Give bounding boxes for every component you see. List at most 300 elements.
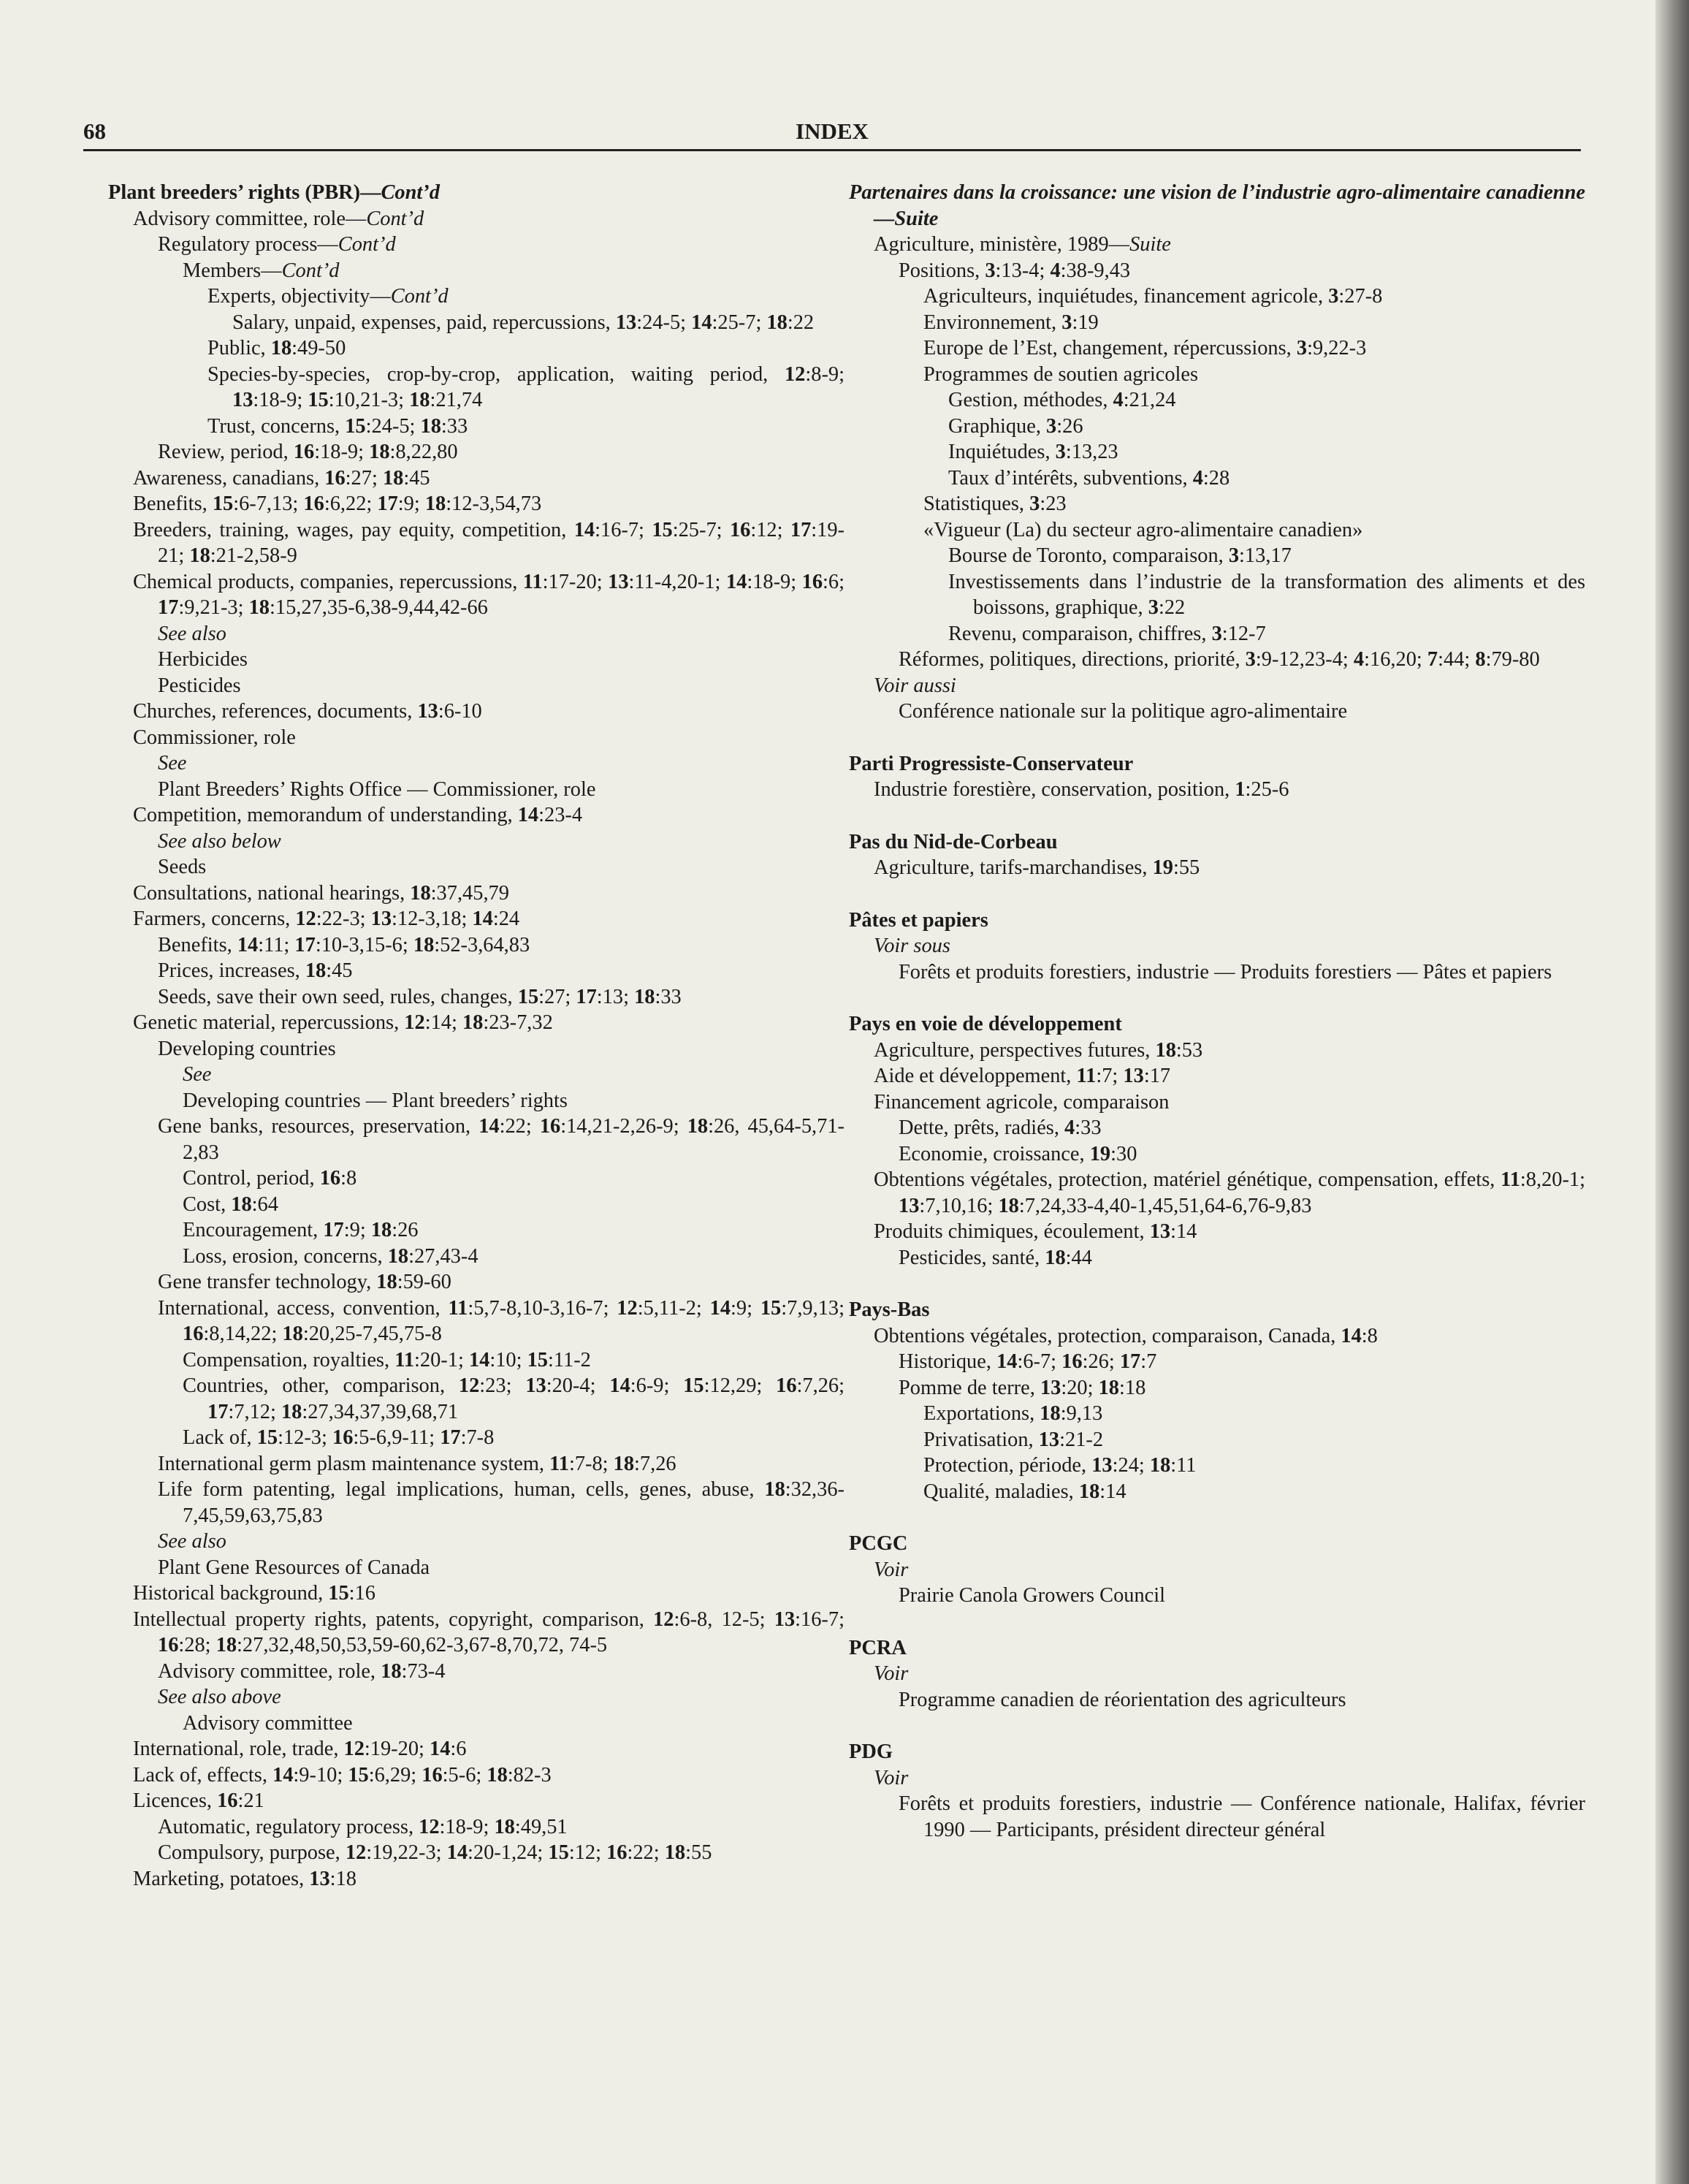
index-heading <box>849 1739 1585 1765</box>
entry-text: 19 <box>1152 856 1173 879</box>
entry-text: :23-4 <box>538 804 583 826</box>
entry-text: Voir <box>874 1558 909 1581</box>
entry-text: 18 <box>764 1478 785 1501</box>
entry-text: Advisory committee, role— <box>133 207 367 230</box>
index-subentry <box>849 933 1585 959</box>
entry-text: :82-3 <box>507 1763 552 1787</box>
index-subentry <box>108 1165 844 1192</box>
entry-text: 14 <box>709 1296 731 1320</box>
entry-text: :7,26; <box>796 1374 844 1397</box>
entry-text: Compulsory, purpose, <box>158 1841 346 1864</box>
index-subentry <box>108 1736 844 1762</box>
running-head: INDEX <box>796 118 869 144</box>
entry-text: 13 <box>1123 1065 1144 1087</box>
index-subentry <box>108 232 844 258</box>
index-subentry <box>108 1451 844 1477</box>
entry-text: :18-9; <box>439 1815 495 1838</box>
entry-text: :26; <box>1082 1350 1120 1373</box>
entry-text: 18 <box>281 1400 302 1423</box>
entry-text: Pâtes et papiers <box>849 908 988 932</box>
index-column-right <box>849 180 1585 1843</box>
entry-text: Advisory committee, role, <box>158 1659 381 1683</box>
entry-text: 18 <box>282 1323 303 1345</box>
entry-text: :9-10; <box>293 1763 348 1787</box>
entry-text: 16 <box>606 1841 628 1864</box>
entry-text: 15 <box>212 492 234 515</box>
index-subentry <box>849 1661 1585 1687</box>
entry-text: :27,34,37,39,68,71 <box>302 1400 459 1423</box>
index-subentry <box>849 647 1585 673</box>
entry-text: 14 <box>996 1350 1018 1373</box>
entry-text: :17 <box>1143 1065 1171 1087</box>
entry-text: Chemical products, companies, repercussions, <box>133 570 523 593</box>
entry-text: 16 <box>332 1426 354 1449</box>
entry-text: Herbicides <box>158 648 248 671</box>
entry-text: 12 <box>404 1011 425 1034</box>
index-subentry <box>849 232 1585 258</box>
entry-text: PCRA <box>849 1636 907 1659</box>
index-subentry <box>108 725 844 751</box>
entry-text: 18 <box>1078 1480 1100 1503</box>
entry-text: :26 <box>1056 414 1083 438</box>
entry-text: 15 <box>548 1841 569 1864</box>
entry-text: Aide et développement, <box>874 1065 1077 1087</box>
entry-text: :24-5; <box>636 311 692 334</box>
index-subentry <box>849 959 1585 986</box>
entry-text: 3 <box>1296 337 1308 359</box>
entry-text: 18 <box>487 1763 508 1787</box>
index-subentry <box>849 1375 1585 1401</box>
index-subentry <box>108 1010 844 1036</box>
entry-text: :13; <box>596 985 635 1008</box>
index-subentry <box>849 1141 1585 1168</box>
entry-text: 16 <box>729 518 751 541</box>
entry-text: :20; <box>1061 1376 1099 1399</box>
entry-text: 4 <box>1050 259 1061 282</box>
entry-text: Exportations, <box>923 1402 1040 1425</box>
index-subentry <box>108 1840 844 1866</box>
entry-text: 17 <box>576 985 597 1008</box>
entry-gap <box>849 985 1585 1011</box>
entry-text: 18 <box>998 1194 1019 1217</box>
entry-text: Species-by-species, crop-by-crop, application, waiting period, <box>207 362 785 386</box>
entry-text: :6-10 <box>438 700 482 723</box>
index-subentry <box>849 1167 1585 1219</box>
entry-text: See also <box>158 1530 226 1553</box>
index-subentry <box>108 906 844 932</box>
index-subentry <box>849 1038 1585 1064</box>
entry-text: Positions, <box>899 259 985 282</box>
entry-text: :22; <box>499 1115 540 1138</box>
entry-text: :64 <box>251 1192 278 1216</box>
entry-text: :9-12,23-4; <box>1255 648 1354 671</box>
entry-text: 16 <box>303 492 324 515</box>
entry-text: :22 <box>787 311 815 334</box>
entry-text: 18 <box>1149 1454 1171 1477</box>
entry-text: 18 <box>370 1219 392 1241</box>
entry-text: Agriculture, tarifs-marchandises, <box>874 856 1153 879</box>
entry-gap <box>849 881 1585 908</box>
index-subentry <box>849 439 1585 465</box>
entry-text: 12 <box>345 1841 367 1864</box>
entry-text: 15 <box>652 518 673 541</box>
entry-text: 18 <box>413 933 435 956</box>
entry-text: 18 <box>766 311 788 334</box>
entry-text: Parti Progressiste-Conservateur <box>849 752 1134 775</box>
entry-text: Environnement, <box>923 311 1062 334</box>
index-subentry <box>849 1479 1585 1505</box>
entry-text: Pomme de terre, <box>899 1376 1040 1399</box>
entry-text: :11; <box>258 933 295 956</box>
entry-text: Partenaires dans la croissance: une vision de l’industrie agro-alimentaire canadienne—Suite <box>849 181 1585 230</box>
entry-text: Produits chimiques, écoulement, <box>874 1220 1150 1243</box>
entry-text: 12 <box>653 1607 674 1631</box>
entry-text: Farmers, concerns, <box>133 908 296 930</box>
entry-text: :53 <box>1175 1038 1203 1062</box>
entry-text: 8 <box>1475 648 1486 671</box>
entry-text: :6-9; <box>630 1374 684 1397</box>
entry-text: Plant Gene Resources of Canada <box>158 1556 430 1579</box>
entry-text: Investissements dans l’industrie de la transformation des aliments et des boissons, graphique, <box>948 570 1585 619</box>
index-subentry <box>849 284 1585 310</box>
entry-text: Historical background, <box>133 1582 329 1605</box>
entry-text: Control, period, <box>183 1167 320 1190</box>
entry-text: 14 <box>430 1738 451 1760</box>
entry-text: 18 <box>1155 1038 1176 1062</box>
entry-text: :73-4 <box>401 1659 446 1683</box>
entry-text: :44 <box>1065 1246 1092 1269</box>
entry-text: :8,20-1; <box>1520 1168 1585 1191</box>
entry-text: 15 <box>345 414 366 438</box>
entry-text: 19 <box>1089 1142 1111 1165</box>
entry-text: Pesticides <box>158 674 241 697</box>
entry-text: 15 <box>527 1348 548 1371</box>
entry-text: Cont’d <box>390 285 449 308</box>
entry-text: :23; <box>479 1374 526 1397</box>
entry-text: :6-7; <box>1017 1350 1062 1373</box>
index-subentry <box>108 1425 844 1451</box>
entry-text: 3 <box>1211 622 1222 645</box>
index-subentry <box>108 1192 844 1218</box>
entry-text: 12 <box>419 1815 440 1838</box>
entry-text: 17 <box>790 518 812 541</box>
index-column-left <box>108 180 844 1892</box>
entry-text: Obtentions végétales, protection, comparaison, Canada, <box>874 1324 1341 1347</box>
index-subentry <box>108 1684 844 1711</box>
entry-text: 11 <box>549 1452 569 1475</box>
entry-text: :16-7; <box>595 518 652 541</box>
entry-text: 11 <box>522 570 543 593</box>
index-subentry <box>108 206 844 232</box>
index-subentry <box>849 465 1585 492</box>
entry-text: :18-9; <box>314 441 370 463</box>
entry-text: 11 <box>1076 1065 1097 1087</box>
entry-text: International, role, trade, <box>133 1738 344 1760</box>
entry-gap <box>849 1504 1585 1531</box>
entry-text: :11-2 <box>547 1348 591 1371</box>
entry-text: Cost, <box>183 1192 232 1216</box>
entry-text: Life form patenting, legal implications, human, cells, genes, abuse, <box>158 1478 765 1501</box>
entry-text: :9,22-3 <box>1307 337 1367 359</box>
entry-text: 13 <box>615 311 637 334</box>
index-heading <box>849 908 1585 934</box>
page-edge-shadow <box>1655 0 1689 2184</box>
entry-text: 4 <box>1192 466 1203 490</box>
entry-text: 14 <box>272 1763 294 1787</box>
entry-text: 3 <box>1029 492 1040 515</box>
entry-text: 17 <box>1119 1350 1141 1373</box>
entry-text: :52-3,64,83 <box>434 933 530 956</box>
entry-text: 13 <box>774 1607 796 1631</box>
index-subentry <box>108 1607 844 1659</box>
entry-text: :27; <box>345 466 383 490</box>
index-subentry <box>108 362 844 414</box>
entry-text: 3 <box>1061 311 1072 334</box>
entry-text: :21-2,58-9 <box>210 544 297 567</box>
entry-text: Gene transfer technology, <box>158 1271 377 1293</box>
index-subentry <box>849 1089 1585 1116</box>
entry-text: :14; <box>424 1011 462 1034</box>
index-heading <box>849 1011 1585 1038</box>
entry-text: 18 <box>382 466 404 490</box>
index-subentry <box>849 258 1585 284</box>
entry-text: Lack of, <box>183 1426 257 1449</box>
entry-text: :5,7-8,10-3,16-7; <box>468 1296 617 1320</box>
index-heading <box>849 180 1585 232</box>
entry-text: Obtentions végétales, protection, matériel génétique, compensation, effets, <box>874 1168 1501 1191</box>
entry-text: Developing countries <box>158 1037 336 1060</box>
index-subentry <box>108 1555 844 1581</box>
entry-text: :9; <box>397 492 425 515</box>
index-heading <box>849 1297 1585 1323</box>
entry-text: Europe de l’Est, changement, répercussions, <box>923 337 1297 359</box>
entry-text: Voir <box>874 1766 909 1789</box>
entry-text: :8 <box>340 1167 357 1190</box>
entry-text: See <box>158 752 187 775</box>
entry-text: :19 <box>1072 311 1099 334</box>
entry-text: :25-7; <box>712 311 767 334</box>
index-heading <box>849 1531 1585 1557</box>
entry-text: :5-6; <box>442 1763 487 1787</box>
index-subentry <box>108 310 844 336</box>
entry-text: :10; <box>489 1348 527 1371</box>
entry-text: Graphique, <box>948 414 1047 438</box>
entry-text: 11 <box>394 1348 415 1371</box>
entry-text: 17 <box>440 1426 461 1449</box>
index-subentry <box>108 1295 844 1347</box>
entry-text: 13 <box>1038 1428 1060 1451</box>
entry-text: 11 <box>448 1296 468 1320</box>
index-subentry <box>849 310 1585 336</box>
entry-text: International germ plasm maintenance system, <box>158 1452 550 1475</box>
entry-text: 14 <box>468 1348 490 1371</box>
index-subentry <box>108 1036 844 1062</box>
entry-text: Réformes, politiques, directions, priorité, <box>899 648 1246 671</box>
index-subentry <box>108 1114 844 1165</box>
entry-text: :12-7 <box>1221 622 1266 645</box>
index-subentry <box>108 1866 844 1892</box>
entry-text: Cont’d <box>381 181 440 204</box>
page-header <box>83 110 1581 151</box>
entry-text: :5-6,9-11; <box>353 1426 441 1449</box>
entry-text: Taux d’intérêts, subventions, <box>948 466 1193 490</box>
entry-text: See <box>183 1063 212 1086</box>
entry-text: See also <box>158 622 226 645</box>
entry-text: Consultations, national hearings, <box>133 881 411 905</box>
entry-text: 15 <box>683 1374 704 1397</box>
entry-text: Forêts et produits forestiers, industrie — Produits forestiers — Pâtes et papiers <box>899 960 1552 983</box>
entry-text: 15 <box>328 1582 349 1605</box>
index-subentry <box>849 1791 1585 1843</box>
index-subentry <box>108 1088 844 1114</box>
entry-text: :49,51 <box>514 1815 568 1838</box>
entry-text: :16-7; <box>795 1607 844 1631</box>
entry-text: :45 <box>326 959 353 982</box>
index-subentry <box>849 1323 1585 1350</box>
index-subentry <box>849 621 1585 647</box>
entry-text: 18 <box>1040 1402 1061 1425</box>
index-subentry <box>849 1453 1585 1479</box>
entry-text: Review, period, <box>158 441 294 463</box>
index-subentry <box>108 1347 844 1374</box>
entry-text: 18 <box>189 544 210 567</box>
index-subentry <box>108 673 844 699</box>
entry-text: :55 <box>685 1841 712 1864</box>
entry-text: :14,21-2,26-9; <box>560 1115 687 1138</box>
entry-text: Statistiques, <box>923 492 1030 515</box>
entry-text: 18 <box>1098 1376 1119 1399</box>
entry-text: :22 <box>1158 596 1186 619</box>
index-subentry <box>108 880 844 907</box>
index-subentry <box>849 1583 1585 1609</box>
entry-text: :20-4; <box>546 1374 610 1397</box>
entry-text: :7-8; <box>568 1452 614 1475</box>
entry-text: Automatic, regulatory process, <box>158 1815 419 1838</box>
entry-text: :9; <box>731 1296 760 1320</box>
entry-text: 18 <box>420 414 441 438</box>
entry-text: :30 <box>1110 1142 1137 1165</box>
entry-text: 14 <box>573 518 595 541</box>
entry-text: Gene banks, resources, preservation, <box>158 1115 479 1138</box>
entry-text: :27,32,48,50,53,59-60,62-3,67-8,70,72, 74-5 <box>237 1634 608 1656</box>
entry-text: :10,21-3; <box>328 389 410 411</box>
entry-text: 13 <box>1149 1220 1171 1243</box>
entry-text: Genetic material, repercussions, <box>133 1011 405 1034</box>
entry-text: :6-7,13; <box>233 492 304 515</box>
entry-text: Pays-Bas <box>849 1298 930 1321</box>
entry-gap <box>849 1609 1585 1635</box>
entry-text: Qualité, maladies, <box>923 1480 1079 1503</box>
entry-text: Voir aussi <box>874 674 956 697</box>
index-subentry <box>849 1687 1585 1713</box>
entry-text: 18 <box>387 1244 409 1268</box>
entry-text: 18 <box>376 1271 397 1293</box>
entry-text: Prairie Canola Growers Council <box>899 1584 1166 1607</box>
entry-text: Trust, concerns, <box>207 414 346 438</box>
index-subentry <box>108 439 844 465</box>
index-subentry <box>108 984 844 1011</box>
entry-text: 18 <box>216 1634 237 1656</box>
index-subentry <box>849 569 1585 621</box>
entry-text: :18 <box>1119 1376 1146 1399</box>
entry-text: 16 <box>1061 1350 1083 1373</box>
entry-text: :27; <box>538 985 576 1008</box>
entry-text: «Vigueur (La) du secteur agro-alimentaire canadien» <box>923 518 1363 541</box>
entry-text: :11 <box>1170 1454 1197 1477</box>
entry-text: 13 <box>1091 1454 1113 1477</box>
entry-text: 3 <box>985 259 996 282</box>
entry-text: Plant Breeders’ Rights Office — Commissioner, role <box>158 777 596 801</box>
index-subentry <box>849 1427 1585 1453</box>
entry-text: :27,43-4 <box>408 1244 479 1268</box>
entry-text: :23-7,32 <box>483 1011 553 1034</box>
entry-text: See also above <box>158 1686 281 1708</box>
index-subentry <box>108 414 844 440</box>
entry-text: 17 <box>207 1400 229 1423</box>
entry-text: :21-2 <box>1059 1428 1104 1451</box>
entry-text: Regulatory process— <box>158 233 338 256</box>
entry-text: :25-6 <box>1245 778 1289 801</box>
entry-text: :18 <box>329 1867 357 1890</box>
entry-text: 18 <box>410 881 431 905</box>
index-subentry <box>849 1765 1585 1792</box>
entry-text: 14 <box>479 1115 500 1138</box>
entry-text: 15 <box>256 1426 278 1449</box>
entry-text: Economie, croissance, <box>899 1142 1090 1165</box>
entry-text: 18 <box>494 1815 515 1838</box>
entry-text: :17-20; <box>542 570 609 593</box>
entry-text: 18 <box>1045 1246 1066 1269</box>
index-subentry <box>849 517 1585 544</box>
entry-text: :45 <box>403 466 430 490</box>
entry-text: 3 <box>1245 648 1256 671</box>
entry-text: 3 <box>1228 544 1240 567</box>
entry-text: :7-8 <box>460 1426 495 1449</box>
entry-text: 3 <box>1046 414 1057 438</box>
index-subentry <box>108 750 844 777</box>
entry-text: 16 <box>801 570 823 593</box>
entry-text: :6,22; <box>324 492 378 515</box>
index-subentry <box>108 491 844 517</box>
entry-text: Programme canadien de réorientation des agriculteurs <box>899 1688 1346 1711</box>
entry-text: PDG <box>849 1740 893 1763</box>
entry-text: Advisory committee <box>183 1711 353 1735</box>
entry-text: 14 <box>446 1841 468 1864</box>
entry-text: :33 <box>655 985 682 1008</box>
index-subentry <box>849 387 1585 414</box>
entry-gap <box>849 1271 1585 1297</box>
entry-text: :11-4,20-1; <box>628 570 726 593</box>
index-subentry <box>108 777 844 803</box>
index-subentry <box>849 1401 1585 1427</box>
entry-text: 17 <box>294 933 316 956</box>
entry-text: :7,12; <box>228 1400 281 1423</box>
entry-text: :9,21-3; <box>178 596 249 619</box>
entry-text: Voir <box>874 1662 909 1685</box>
entry-text: Voir sous <box>874 935 950 957</box>
entry-text: 16 <box>776 1374 797 1397</box>
entry-text: :37,45,79 <box>430 881 509 905</box>
entry-text: 12 <box>784 362 806 386</box>
index-subentry <box>108 699 844 725</box>
index-heading <box>108 180 844 206</box>
entry-text: :12,29; <box>704 1374 777 1397</box>
entry-text: Conférence nationale sur la politique agro-alimentaire <box>899 700 1348 723</box>
entry-text: 14 <box>725 570 747 593</box>
entry-text: PCGC <box>849 1532 908 1555</box>
entry-text: :7,10,16; <box>919 1194 999 1217</box>
entry-text: 18 <box>613 1452 635 1475</box>
